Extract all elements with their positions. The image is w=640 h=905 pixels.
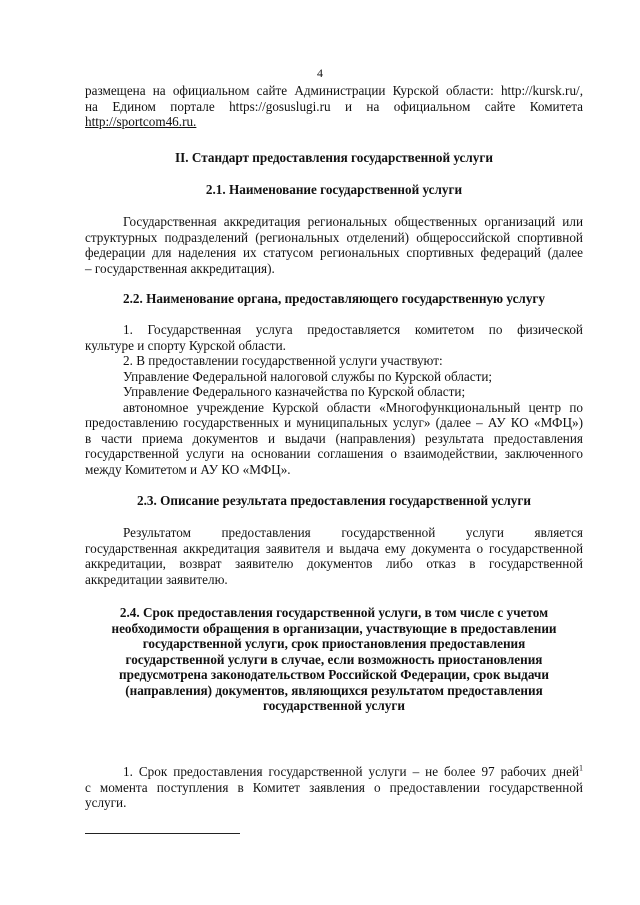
- title-line: предусмотрена законодательством Российской Федерации, срок выдачи: [119, 667, 549, 682]
- intro-paragraph: [85, 83, 583, 130]
- title-line: необходимости обращения в организации, участвующие в предоставлении: [111, 620, 557, 636]
- text-line: государственной услуги на основании соглашения о взаимодействии, заключенного: [85, 446, 583, 461]
- text-line: Результатом предоставления государственной услуги является: [123, 525, 583, 540]
- text-line: Управление Федерального казначейства по Курской области;: [123, 384, 466, 399]
- text-line: государственная аккредитация заявителя и выдача ему документа о государственной: [85, 540, 583, 556]
- footnote-marker[interactable]: 1: [579, 763, 583, 773]
- section-2-4-paragraph: [85, 764, 583, 811]
- text-line: аккредитации, возврат заявителю документов либо отказ в государственной: [85, 556, 583, 571]
- text-line: Управление Федеральной налоговой службы по Курской области;: [123, 368, 493, 384]
- title-line: государственной услуги: [263, 698, 405, 713]
- intro-line: на Едином портале https://gosuslugi.ru и на официальном сайте Комитета: [85, 98, 583, 114]
- title-line: государственной услуги в случае, если возможность приостановления: [125, 651, 543, 667]
- section-2-2-paragraph: [85, 322, 583, 477]
- title-line: 2.4. Срок предоставления государственной услуги, в том числе с учетом: [119, 605, 549, 620]
- text-line: федерации для наделения их статусом региональных спортивных федераций (далее: [85, 245, 583, 260]
- text-line: – государственная аккредитация).: [85, 260, 275, 276]
- text-line: предоставлению государственных и муниципальных услуг» (далее – АУ КО «МФЦ»): [85, 415, 583, 430]
- text-line: культуре и спорту Курской области.: [85, 337, 286, 353]
- section-2-3-paragraph: [85, 525, 583, 587]
- text-line: [85, 764, 583, 780]
- text-line: аккредитации заявителю.: [85, 571, 228, 587]
- section-2-3-title: 2.3. Описание результата предоставления государственной услуги: [137, 493, 531, 508]
- section-2-2-title: 2.2. Наименование органа, предоставляющего государственную услугу: [122, 291, 546, 306]
- deadline-text: 1. Срок предоставления государственной услуги – не более 97 рабочих дней: [123, 764, 579, 779]
- text-line: услуги.: [85, 795, 127, 810]
- text-line: Государственная аккредитация региональных общественных организаций или: [123, 214, 583, 229]
- title-line: государственной услуги, срок приостановления предоставления: [142, 636, 526, 651]
- title-line: (направления) документов, являющихся результатом предоставления: [125, 682, 543, 698]
- section-2-1-paragraph: [85, 214, 583, 276]
- section-2-title: II. Стандарт предоставления государственной услуги: [175, 150, 493, 165]
- text-line: автономное учреждение Курской области «Многофункциональный центр по: [123, 399, 583, 415]
- text-line: структурных подразделений (региональных отделений) общероссийской спортивной: [85, 229, 583, 245]
- section-2-1-title: 2.1. Наименование государственной услуги: [205, 182, 463, 197]
- text-line: 1. Государственная услуга предоставляется комитетом по физической: [123, 322, 583, 337]
- intro-line: размещена на официальном сайте Администрации Курской области: http://kursk.ru/,: [85, 83, 583, 98]
- sportcom-link[interactable]: http://sportcom46.ru.: [85, 114, 197, 129]
- text-line: между Комитетом и АУ КО «МФЦ».: [85, 461, 291, 477]
- text-line: в части приема документов и выдачи (направления) результата предоставления: [85, 430, 583, 446]
- section-2-4-title: [85, 605, 583, 714]
- text-line: с момента поступления в Комитет заявления о предоставлении государственной: [85, 779, 583, 795]
- text-line: 2. В предоставлении государственной услуги участвуют:: [123, 353, 443, 368]
- page-number: 4: [317, 66, 323, 80]
- footnote-divider: [85, 833, 240, 834]
